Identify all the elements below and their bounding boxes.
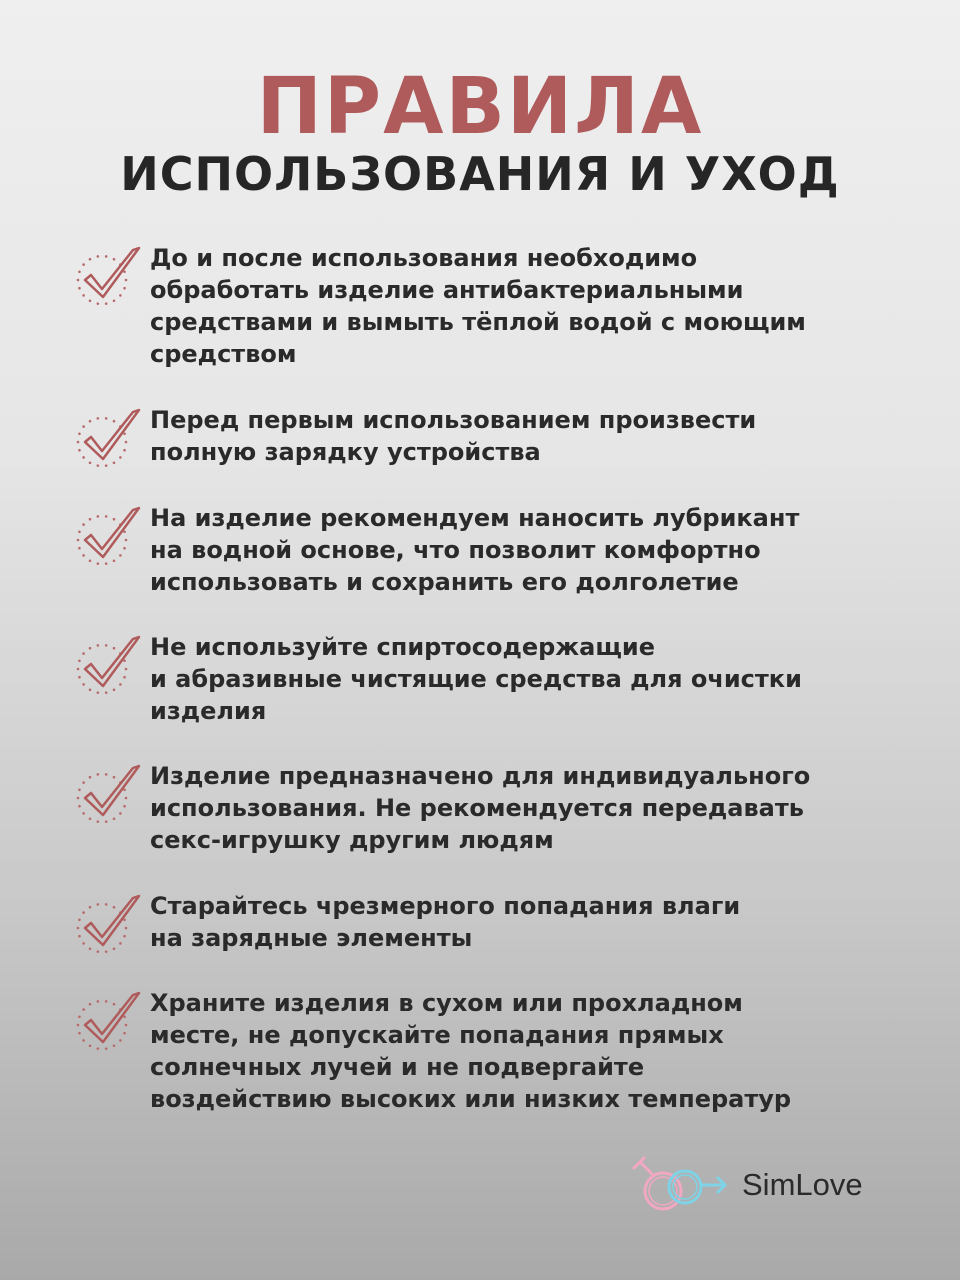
gender-symbols-icon [625,1155,735,1215]
rule-text [150,760,810,856]
rule-text [150,890,740,954]
rule-line: на водной основе, что позволит комфортно [150,536,761,564]
rule-text [150,631,802,727]
rule-line: Старайтесь чрезмерного попадания влаги [150,892,741,920]
page-subtitle: ИСПОЛЬЗОВАНИЯ И УХОД [120,147,840,201]
rule-line: изделия [150,697,267,725]
rule-line: Храните изделия в сухом или прохладном [150,989,743,1017]
rule-line: Изделие предназначено для индивидуального [150,762,811,790]
check-icon [75,760,141,826]
rule-text [150,987,791,1115]
rule-text [150,242,806,370]
check-icon [75,502,141,568]
brand-logo [625,1155,885,1215]
rule-line: использовать и сохранить его долголетие [150,568,739,596]
rule-line: и абразивные чистящие средства для очистки [150,665,802,693]
rule-line: солнечных лучей и не подвергайте [150,1053,645,1081]
rule-text [150,502,799,598]
rule-line: На изделие рекомендуем наносить лубрикант [150,504,800,532]
check-icon [75,631,141,697]
rule-line: До и после использования необходимо [150,244,698,272]
rule-text [150,404,756,468]
rule-line: обработать изделие антибактериальными [150,276,744,304]
rule-line: на зарядные элементы [150,924,473,952]
check-icon [75,242,141,308]
page-title: ПРАВИЛА [256,62,704,152]
rule-line: использования. Не рекомендуется передавать [150,794,804,822]
brand-name: SimLove [742,1167,863,1202]
check-icon [75,987,141,1053]
rule-line: полную зарядку устройства [150,438,541,466]
rule-line: средством [150,340,297,368]
check-icon [75,404,141,470]
rule-line: Перед первым использованием произвести [150,406,757,434]
rule-line: воздействию высоких или низких температур [150,1085,792,1113]
rule-line: Не используйте спиртосодержащие [150,633,655,661]
rule-line: секс-игрушку другим людям [150,826,554,854]
check-icon [75,890,141,956]
rule-line: средствами и вымыть тёплой водой с моющим [150,308,806,336]
rule-line: месте, не допускайте попадания прямых [150,1021,724,1049]
